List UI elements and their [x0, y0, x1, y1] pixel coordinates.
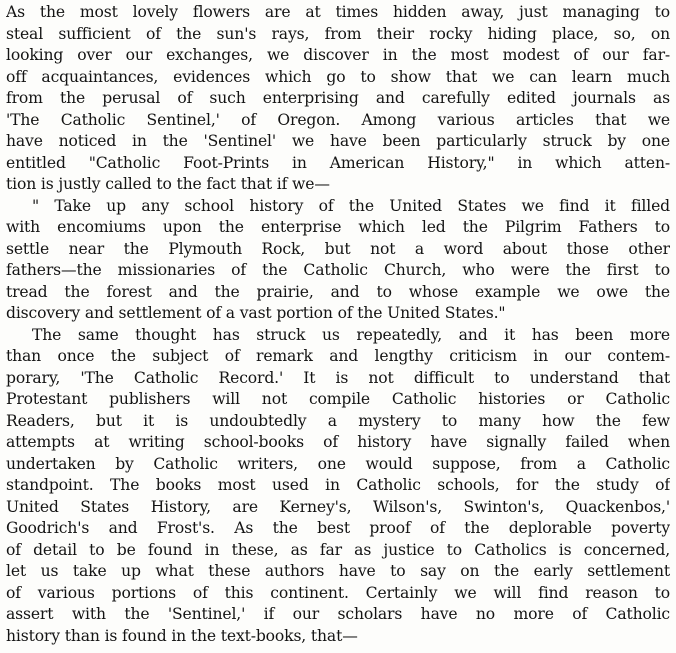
text-line: fathers—the missionaries of the Catholic Church, who were the first to	[6, 261, 670, 279]
text-line: Readers, but it is undoubtedly a mystery to many how the few	[6, 411, 670, 430]
text-line: off acquaintances, evidences which go to show that we can learn much	[6, 67, 670, 86]
text-line: attempts at writing school-books of history have signally failed when	[6, 433, 670, 451]
text-line: undertaken by Catholic writers, one would suppose, from a Catholic	[6, 454, 670, 473]
text-line: steal sufficient of the sun's rays, from their rocky hiding place, so, on	[6, 24, 670, 43]
text-line: 'The Catholic Sentinel,' of Oregon. Among various articles that we	[6, 110, 670, 129]
text-line: with encomiums upon the enterprise which led the Pilgrim Fathers to	[6, 218, 670, 236]
text-line: Goodrich's and Frost's. As the best proof of the deplorable poverty	[6, 519, 670, 537]
text-line: Protestant publishers will not compile Catholic histories or Catholic	[6, 390, 670, 408]
text-line: of various portions of this continent. Certainly we will find reason to	[6, 583, 670, 602]
paragraph-quotation	[6, 196, 670, 325]
text-line: history than is found in the text-books, that—	[6, 626, 358, 645]
text-line: have noticed in the 'Sentinel' we have been particularly struck by one	[6, 132, 670, 150]
text-line: porary, 'The Catholic Record.' It is not difficult to understand that	[6, 368, 670, 387]
text-line: assert with the 'Sentinel,' if our scholars have no more of Catholic	[6, 605, 670, 623]
text-line: let us take up what these authors have to say on the early settlement	[6, 562, 670, 580]
text-line: entitled "Catholic Foot-Prints in American History," in which atten-	[6, 153, 670, 172]
text-line: discovery and settlement of a vast portion of the United States."	[6, 304, 506, 322]
text-line: As the most lovely flowers are at times hidden away, just managing to	[6, 3, 670, 21]
article-column	[6, 2, 670, 647]
text-line: settle near the Plymouth Rock, but not a word about those other	[6, 239, 670, 258]
text-line: looking over our exchanges, we discover in the most modest of our far-	[6, 46, 670, 64]
text-line: tread the forest and the prairie, and to whose example we owe the	[6, 282, 670, 301]
text-line: tion is justly called to the fact that if we—	[6, 175, 330, 193]
text-line: " Take up any school history of the United States we find it filled	[32, 196, 670, 215]
paragraph-commentary	[6, 325, 670, 648]
paragraph-intro	[6, 2, 670, 196]
text-line: United States History, are Kerney's, Wilson's, Swinton's, Quackenbos,'	[6, 497, 670, 516]
text-line: standpoint. The books most used in Catholic schools, for the study of	[6, 476, 670, 494]
text-line: than once the subject of remark and lengthy criticism in our contem-	[6, 347, 670, 365]
text-line: of detail to be found in these, as far as justice to Catholics is concerned,	[6, 540, 670, 559]
text-line: from the perusal of such enterprising and carefully edited journals as	[6, 89, 670, 107]
text-line: The same thought has struck us repeatedly, and it has been more	[32, 325, 670, 344]
